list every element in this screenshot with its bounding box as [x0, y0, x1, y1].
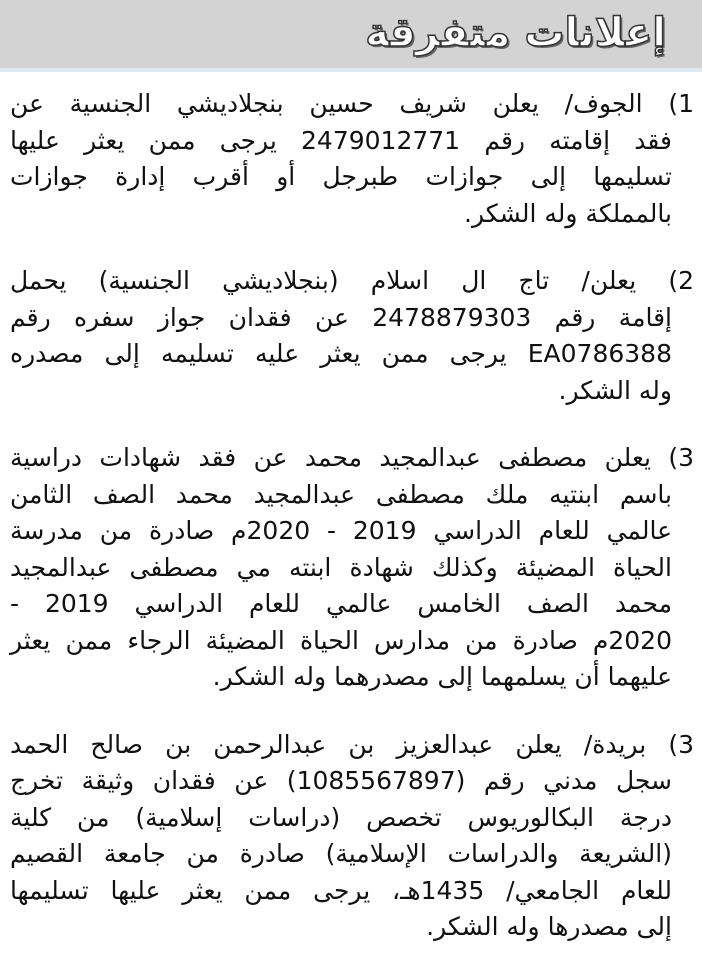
ad-text-line: باسم ابنتيه ملك مصطفى عبدالمجيد محمد الصف الثامن [10, 479, 672, 509]
ad-text-line: إقامة رقم 2478879303 عن فقدان جواز سفره رقم [10, 302, 672, 332]
ad-text-line: وله الشكر. [558, 375, 672, 405]
ad-text-line: (الشريعة والدراسات الإسلامية) صادرة من جامعة القصيم [10, 839, 672, 868]
ad-text-line: EA0786388 يرجى ممن يعثر عليه تسليمه إلى مصدره [10, 339, 672, 368]
ad-item [10, 727, 694, 946]
ad-item [10, 440, 694, 696]
ad-text-line: عالمي للعام الدراسي 2019 - 2020م صادرة من مدرسة [10, 516, 673, 545]
ad-text-line: 1) الجوف/ يعلن شريف حسين بنجلاديشي الجنسية عن [10, 89, 694, 118]
section-title: إعلانات متفرقة [365, 10, 666, 56]
ad-text-line: إلى مصدرها وله الشكر. [426, 912, 672, 941]
ad-text-line: 3) بريدة/ يعلن عبدالعزيز بن عبدالرحمن بن صالح الحمد [10, 729, 694, 759]
ad-item [10, 86, 694, 232]
ad-text-line: سجل مدني رقم (1085567897) عن فقدان وثيقة تخرج [10, 766, 672, 795]
ad-text-line: 3) يعلن مصطفى عبدالمجيد محمد عن فقد شهادات دراسية [10, 443, 694, 472]
section-header [0, 0, 702, 72]
ad-text-line: عليهما أن يسلمهما إلى مصدرهما وله الشكر. [212, 662, 672, 691]
ad-text-line: محمد الصف الخامس عالمي للعام الدراسي 2019 - [10, 589, 673, 618]
ad-item [10, 263, 694, 409]
ad-text-line: تسليمها إلى جوازات طبرجل أو أقرب إدارة جوازات [10, 162, 672, 191]
ad-text-line: 2020م صادرة من مدارس الحياة المضيئة الرجاء ممن يعثر [10, 625, 672, 655]
ad-text-line: للعام الجامعي/ 1435هـ، يرجى ممن يعثر عليها تسليمها [10, 875, 672, 905]
ad-text-line: الحياة المضيئة وكذلك شهادة ابنته مي مصطفى عبدالمجيد [10, 552, 672, 582]
ad-text-line: بالمملكة وله الشكر. [464, 198, 672, 228]
ad-text-line: 2) يعلن/ تاج ال اسلام (بنجلاديشي الجنسية) يحمل [10, 266, 694, 295]
ad-text-line: درجة البكالوريوس تخصص (دراسات إسلامية) من كلية [10, 802, 672, 832]
classified-ads-list [0, 72, 702, 946]
ad-text-line: فقد إقامته رقم 2479012771 يرجى ممن يعثر عليها [10, 125, 672, 155]
